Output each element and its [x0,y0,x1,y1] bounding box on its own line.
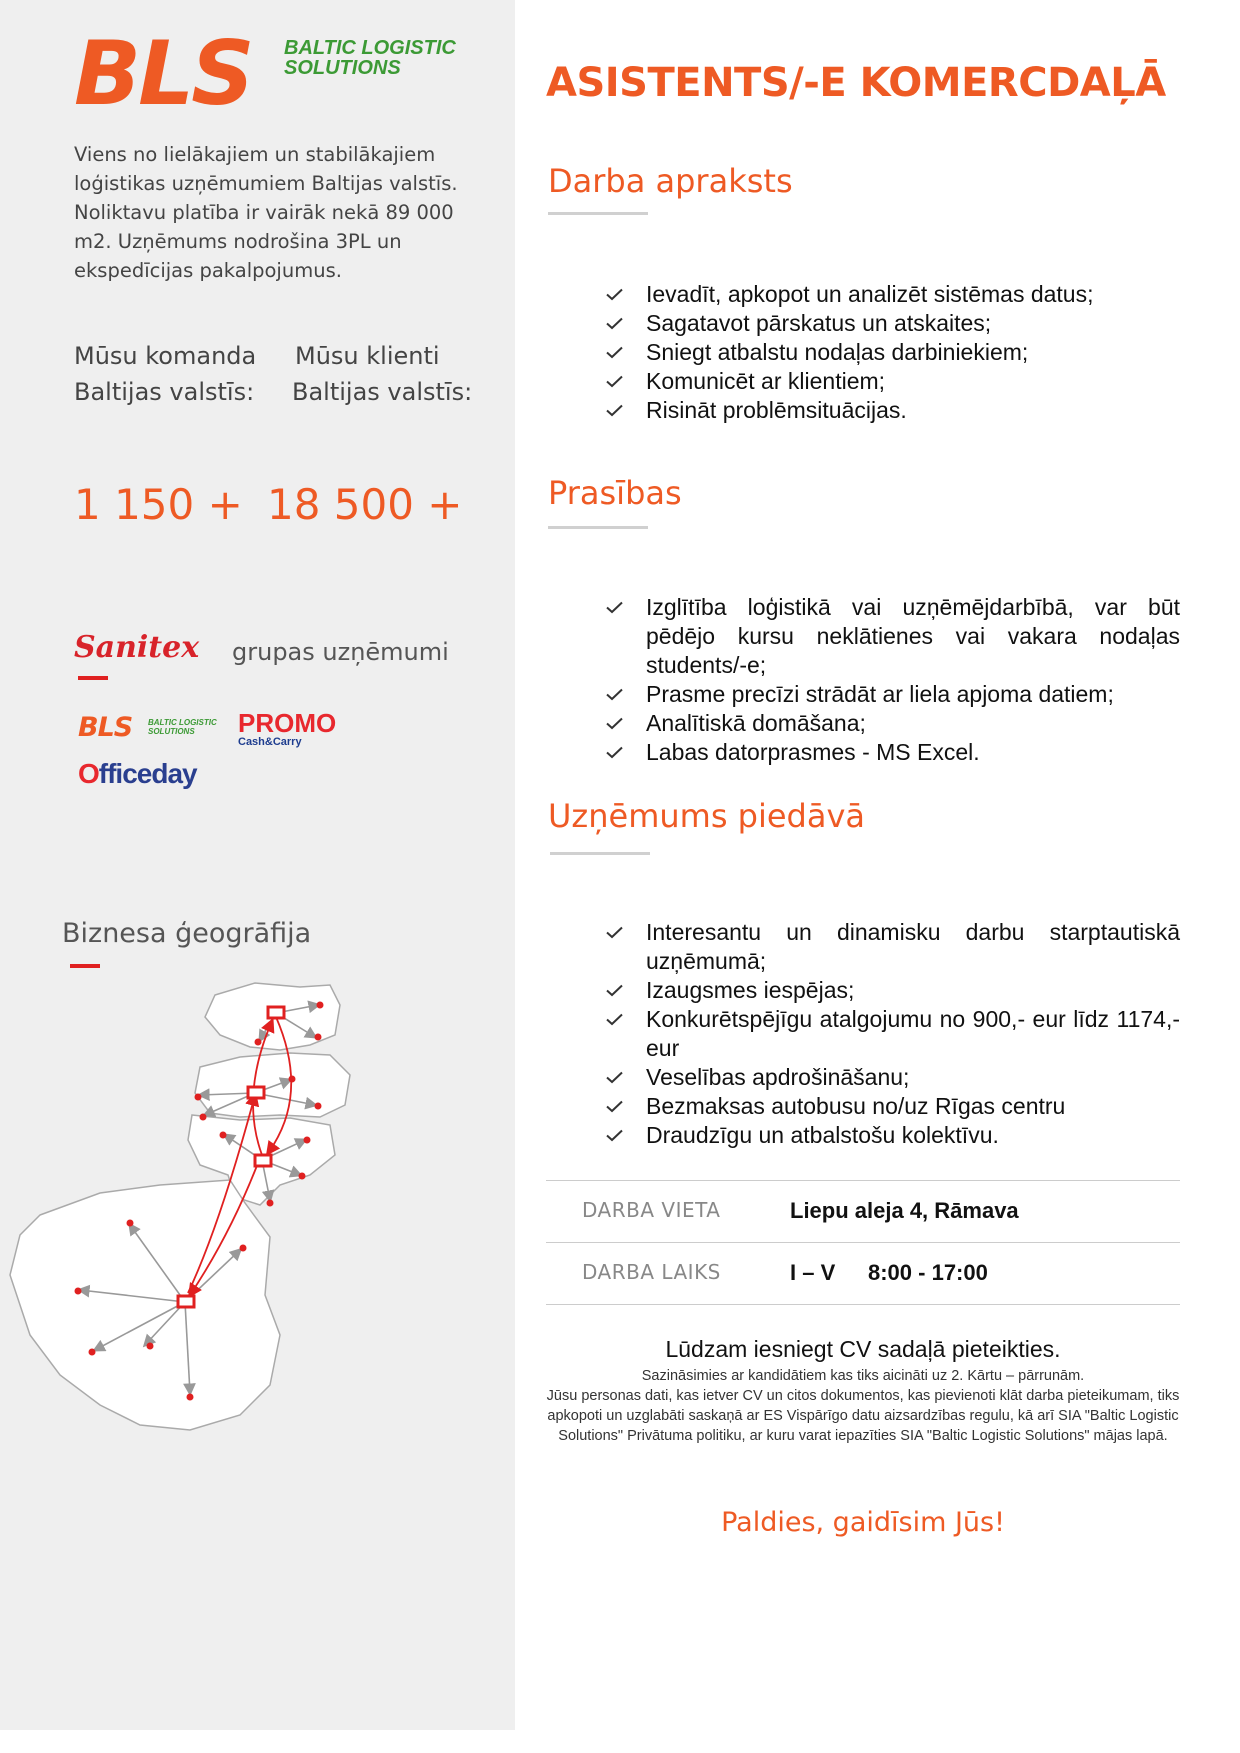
bls-logo-letters: BLS [74,22,252,125]
list-item: Draudzīgu un atbalstošu kolektīvu. [606,1121,1180,1150]
worktime-label: DARBA LAIKS [582,1260,721,1284]
section-heading-description: Darba apraksts [548,162,793,200]
requirements-list [606,593,1180,767]
bls-small-logo: BLS [78,712,133,743]
list-item: Komunicēt ar klientiem; [606,367,1180,396]
list-item: Izaugsmes iespējas; [606,976,1180,1005]
checkmark-icon [606,375,623,388]
privacy-note [546,1366,1180,1446]
cv-instruction: Lūdzam iesniegt CV sadaļā pieteikties. [665,1336,1061,1362]
business-geography-map [0,975,515,1460]
list-item: Izglītība loģistikā vai uzņēmējdarbībā, var būt pēdējo kursu neklātienes vai vakara nodaļas students/-e; [606,593,1180,680]
clients-count: 18 500 + [267,480,463,529]
checkmark-icon [606,984,623,997]
checkmark-icon [606,1100,623,1113]
checkmark-icon [606,288,623,301]
checkmark-icon [606,1129,623,1142]
checkmark-icon [606,404,623,417]
list-item: Sniegt atbalstu nodaļas darbiniekiem; [606,338,1180,367]
clients-label-line-1: Mūsu klienti [295,342,440,370]
list-item: Ievadīt, apkopot un analizēt sistēmas datus; [606,280,1180,309]
checkmark-icon [606,346,623,359]
list-item: Bezmaksas autobusu no/uz Rīgas centru [606,1092,1180,1121]
checkmark-icon [606,688,623,701]
info-divider-middle [546,1242,1180,1243]
interview-note: Sazināsimies ar kandidātiem kas tiks aicināti uz 2. Kārtu – pārrunām. [641,1368,1085,1384]
list-item: Konkurētspējīgu atalgojumu no 900,- eur līdz 1174,- eur [606,1005,1180,1063]
job-title: ASISTENTS/-E KOMERCDAĻĀ [546,60,1166,106]
section-heading-requirements: Prasības [548,474,682,512]
worktime-hours: 8:00 - 17:00 [868,1260,988,1285]
map-latvia-shape [195,1053,350,1117]
list-item: Sagatavot pārskatus un atskaites; [606,309,1180,338]
section-rule-offer [550,852,650,855]
officeday-logo-rest: fficeday [98,758,197,789]
officeday-logo-o: O [78,758,99,789]
bls-small-line-2: SOLUTIONS [148,727,195,736]
group-companies-label: grupas uzņēmumi [232,638,449,666]
company-intro: Viens no lielākajiem un stabilākajiem loģistikas uzņēmumiem Baltijas valstīs. Noliktavu platība ir vairāk nekā 89 000 m2. Uzņēmums nodrošina 3PL un ekspedīcijas pakalpojumus. [74,143,458,282]
promo-logo: PROMO [238,708,337,738]
team-label-line-2: Baltijas valstīs: [74,378,255,406]
thanks-message: Paldies, gaidīsim Jūs! [721,1507,1005,1538]
info-divider-top [546,1180,1180,1181]
bls-small-line-1: BALTIC LOGISTIC [148,718,217,727]
promo-logo-subtitle: Cash&Carry [238,736,302,748]
section-rule-description [548,212,648,215]
workplace-value: Liepu aleja 4, Rāmava [790,1198,1019,1223]
clients-label-line-2: Baltijas valstīs: [292,378,473,406]
offer-list [606,918,1180,1150]
worktime-days: I – V [790,1260,836,1285]
checkmark-icon [606,601,623,614]
bls-logo-line-1: BALTIC LOGISTIC [284,37,456,59]
bls-logo-subtitle [284,38,456,78]
workplace-label: DARBA VIETA [582,1198,721,1222]
checkmark-icon [606,717,623,730]
bls-small-logo-subtitle [148,718,217,736]
list-item: Labas datorprasmes - MS Excel. [606,738,1180,767]
section-heading-offer: Uzņēmums piedāvā [548,797,866,835]
map-poland-shape [10,1180,280,1430]
geography-divider [70,964,100,968]
officeday-logo [78,758,197,790]
bls-logo [74,22,456,125]
checkmark-icon [606,1071,623,1084]
list-item: Risināt problēmsituācijas. [606,396,1180,425]
bls-logo-line-2: SOLUTIONS [284,57,401,79]
team-count: 1 150 + [74,480,243,529]
sidebar [0,0,515,1730]
list-item: Interesantu un dinamisku darbu starptautiskā uzņēmumā; [606,918,1180,976]
checkmark-icon [606,926,623,939]
group-divider [78,676,108,680]
list-item: Prasme precīzi strādāt ar liela apjoma datiem; [606,680,1180,709]
gdpr-note: Jūsu personas dati, kas ietver CV un citos dokumentos, kas pievienoti klāt darba pieteikumam, tiks apkopoti un uzglabāti saskaņā ar ES Vispārīgo datu aizsardzības regulu, kā arī SIA "Baltic Logistic Solutions" Privātuma politiku, ar kuru varat iepazīties SIA "Baltic Logistic Solutions" mājas lapā. [546,1388,1180,1444]
description-list [606,280,1180,425]
checkmark-icon [606,1013,623,1026]
checkmark-icon [606,317,623,330]
clients-label [292,338,472,410]
team-label [74,338,256,410]
checkmark-icon [606,746,623,759]
section-rule-requirements [548,526,648,529]
list-item: Veselības apdrošināšanu; [606,1063,1180,1092]
team-label-line-1: Mūsu komanda [74,342,257,370]
info-divider-bottom [546,1304,1180,1305]
sanitex-logo: Sanitex [74,630,200,665]
geography-title: Biznesa ģeogrāfija [62,918,312,949]
list-item: Analītiskā domāšana; [606,709,1180,738]
